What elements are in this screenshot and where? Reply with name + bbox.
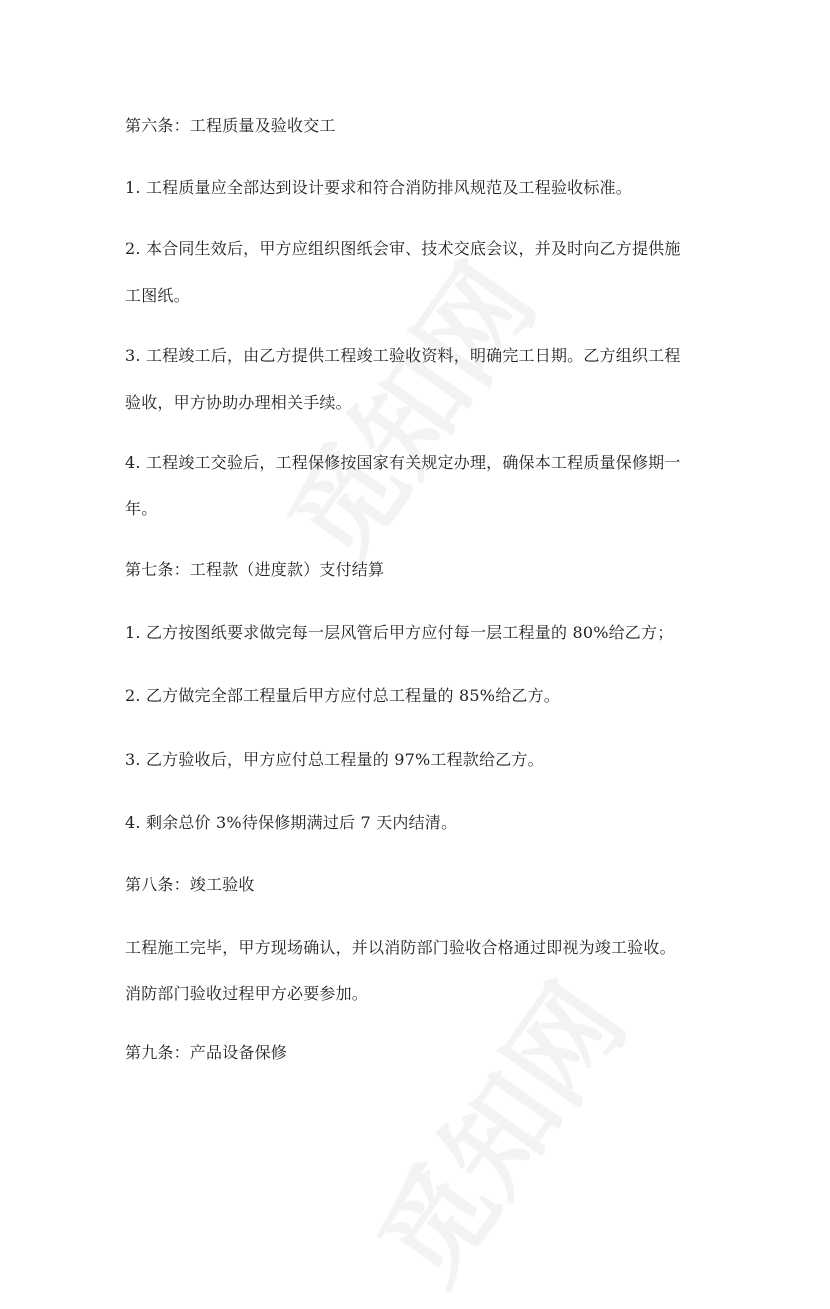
clause-6-4-continued: 年。 [125, 499, 158, 518]
clause-6-2-continued: 工图纸。 [125, 286, 190, 305]
clause-7-4: 4. 剩余总价 3%待保修期满过后 7 天内结清。 [125, 813, 458, 832]
clause-6-2: 2. 本合同生效后，甲方应组织图纸会审、技术交底会议，并及时向乙方提供施 [125, 239, 681, 258]
watermark [336, 949, 655, 1309]
clause-6-3: 3. 工程竣工后，由乙方提供工程竣工验收资料，明确完工日期。乙方组织工程 [125, 346, 681, 365]
section-heading-9: 第九条：产品设备保修 [125, 1043, 288, 1062]
clause-8-paragraph: 工程施工完毕，甲方现场确认，并以消防部门验收合格通过即视为竣工验收。 [125, 938, 676, 957]
clause-7-3: 3. 乙方验收后，甲方应付总工程量的 97%工程款给乙方。 [125, 750, 544, 769]
clause-6-4: 4. 工程竣工交验后，工程保修按国家有关规定办理，确保本工程质量保修期一 [125, 453, 681, 472]
clause-7-2: 2. 乙方做完全部工程量后甲方应付总工程量的 85%给乙方。 [125, 686, 561, 705]
section-heading-7: 第七条：工程款（进度款）支付结算 [125, 560, 385, 579]
clause-7-1: 1. 乙方按图纸要求做完每一层风管后甲方应付每一层工程量的 80%给乙方； [125, 623, 674, 642]
clause-6-1: 1. 工程质量应全部达到设计要求和符合消防排风规范及工程验收标准。 [125, 178, 632, 197]
clause-8-paragraph-continued: 消防部门验收过程甲方必要参加。 [125, 984, 369, 1003]
section-heading-8: 第八条：竣工验收 [125, 875, 255, 894]
section-heading-6: 第六条：工程质量及验收交工 [125, 116, 336, 135]
clause-6-3-continued: 验收，甲方协助办理相关手续。 [125, 393, 352, 412]
